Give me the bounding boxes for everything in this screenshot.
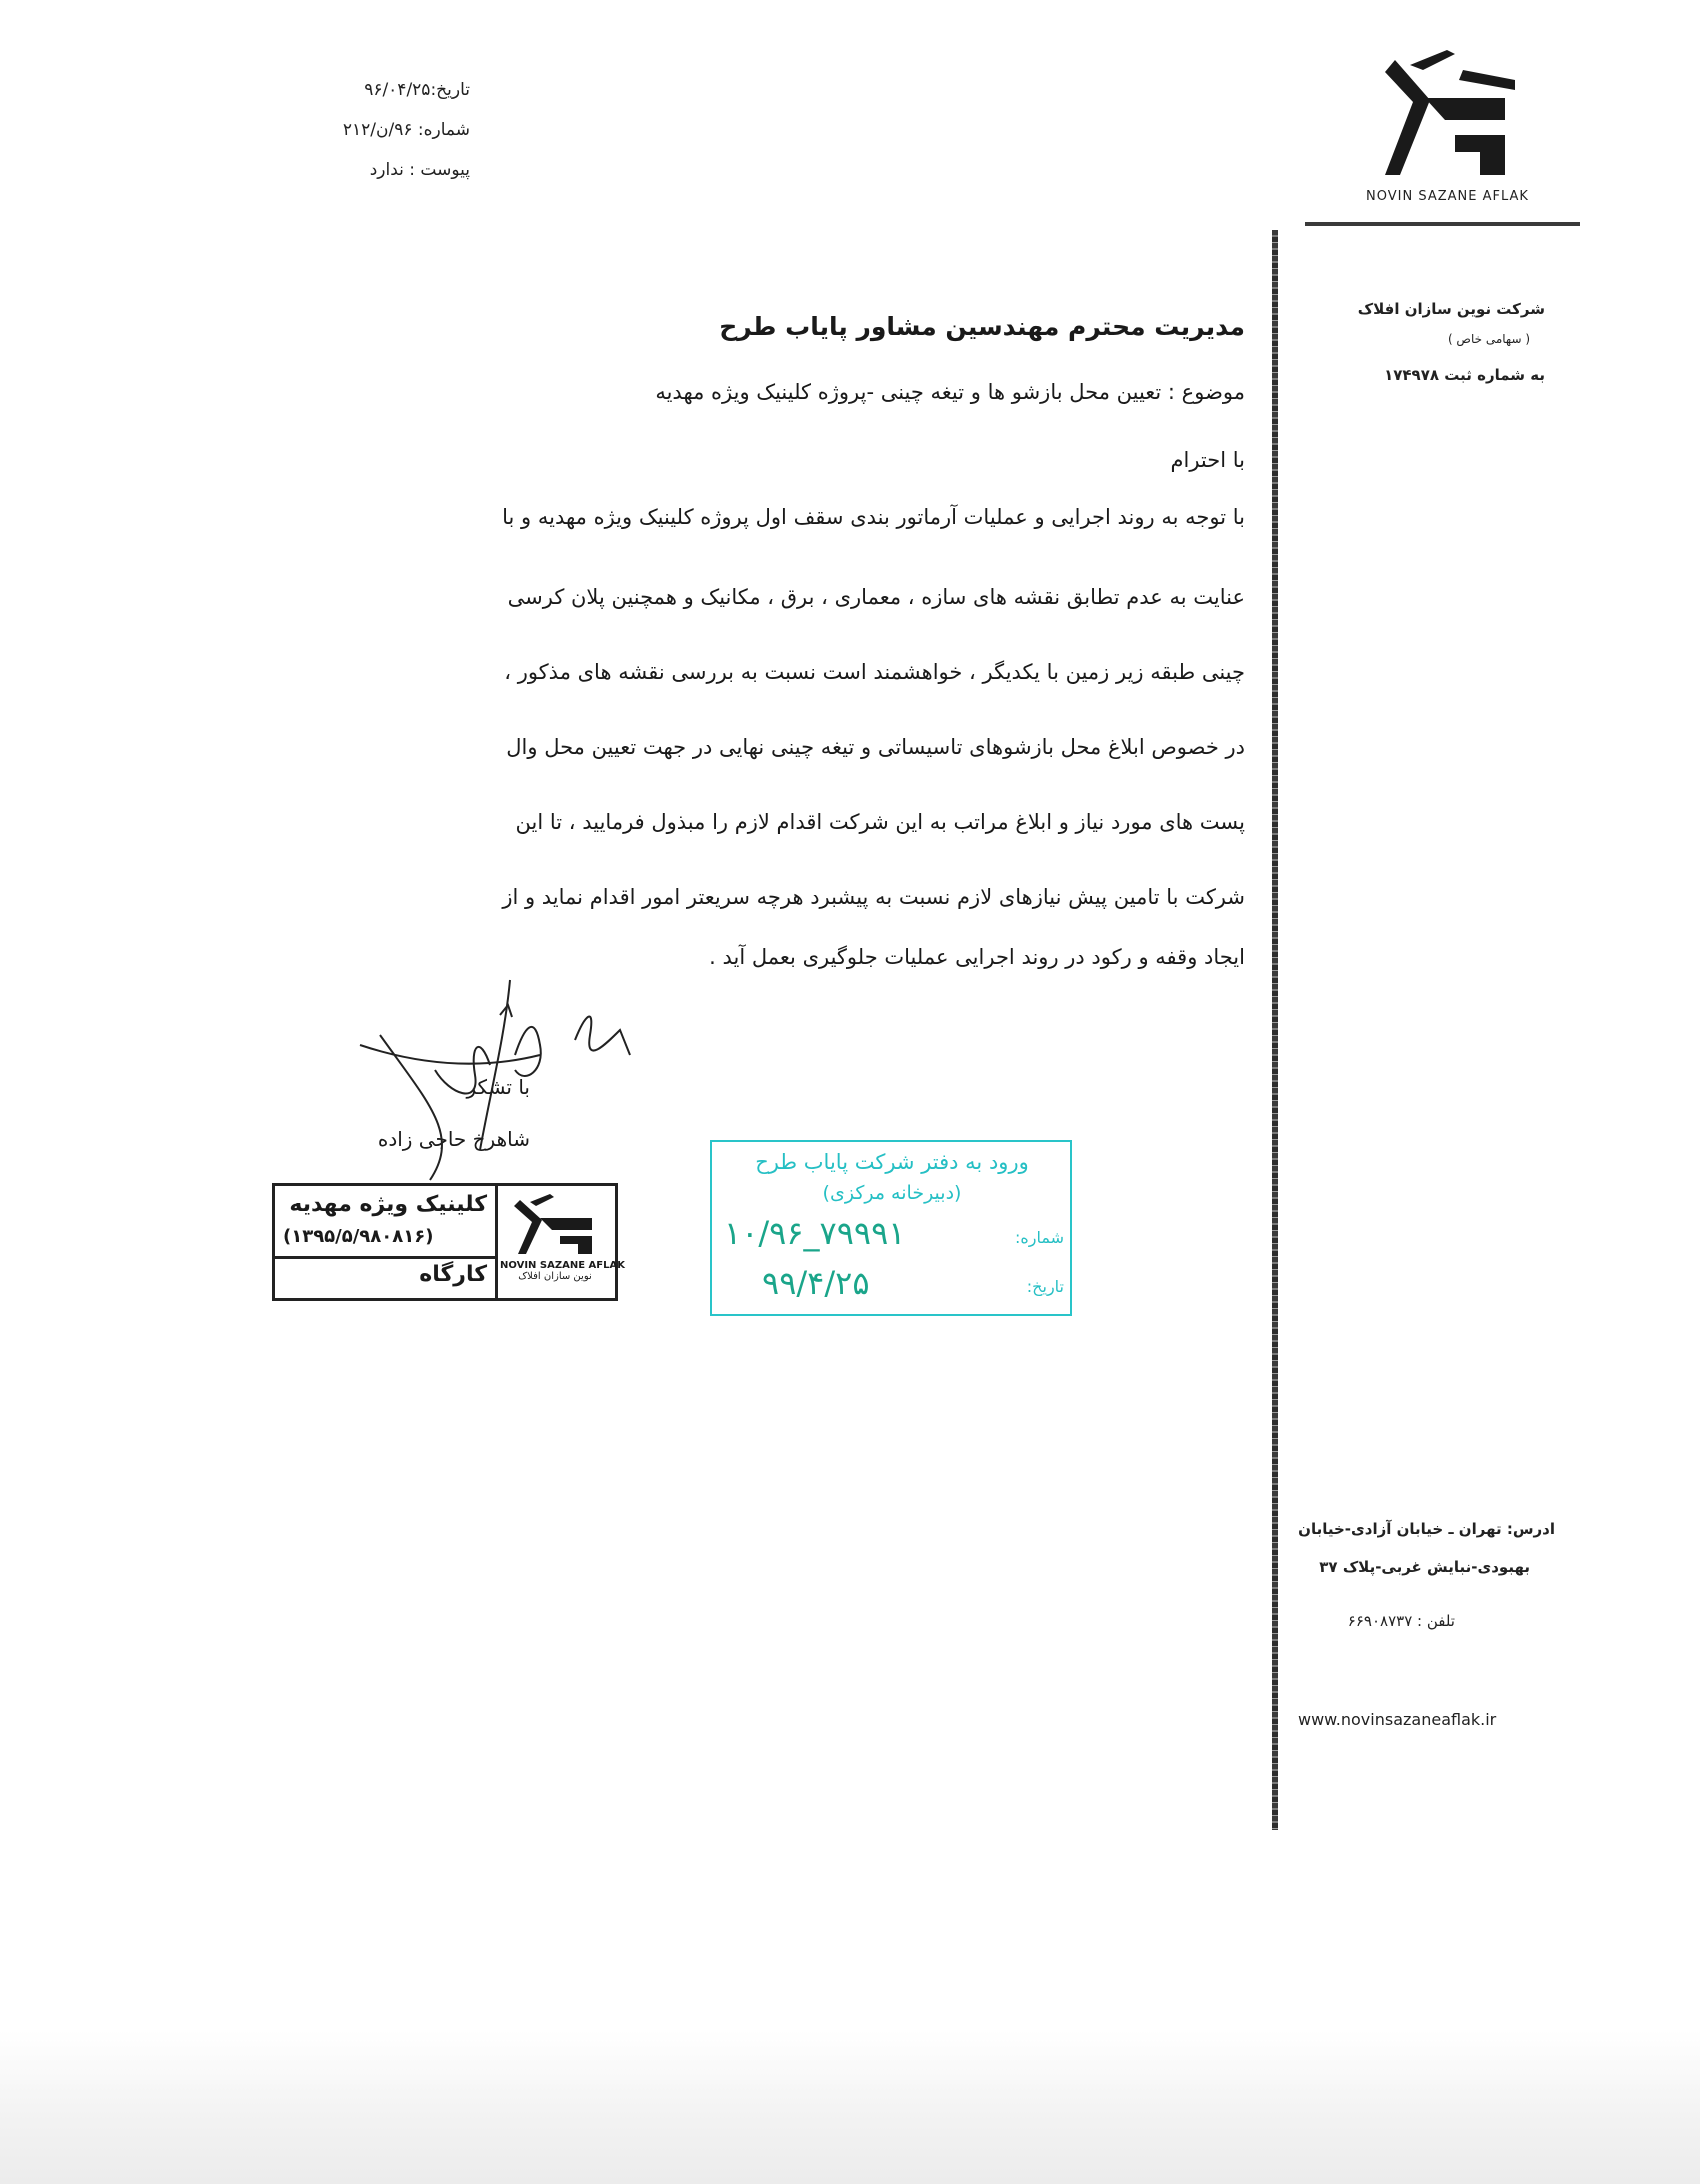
company-logo	[1355, 40, 1540, 210]
receipt-date-value: ۹۹/۴/۲۵	[762, 1264, 870, 1302]
receipt-stamp	[710, 1140, 1072, 1316]
stamp-text-block	[275, 1186, 498, 1298]
stamp-site: کارگاه	[419, 1262, 487, 1287]
receipt-date-label: تاریخ:	[1026, 1277, 1064, 1296]
sidebar-registration: به شماره ثبت ۱۷۴۹۷۸	[1384, 366, 1545, 384]
header-rule	[1305, 222, 1580, 226]
body-line: چینی طبقه زیر زمین با یکدیگر ، خواهشمند است نسبت به بررسی نقشه های مذکور ،	[504, 660, 1245, 684]
attachment-label: پیوست :	[409, 160, 470, 180]
company-stamp	[272, 1183, 625, 1301]
margin-rule	[1272, 230, 1278, 1830]
scan-shadow	[0, 2030, 1700, 2184]
stamp-code: (۱۳۹۵/۵/۹۸۰۸۱۶)	[283, 1226, 434, 1247]
body-line: شرکت با تامین پیش نیازهای لازم نسبت به پیشبرد هرچه سریعتر امور اقدام نماید و از	[502, 885, 1245, 909]
logo-mark-icon	[1355, 40, 1540, 185]
stamp-title: کلینیک ویژه مهدیه	[289, 1192, 487, 1217]
body-line: عنایت به عدم تطابق نقشه های سازه ، معماری ، برق ، مکانیک و همچنین پلان کرسی	[507, 585, 1245, 609]
number-value: ۹۶/ن/۲۱۲	[342, 120, 413, 140]
receipt-subtitle: (دبیرخانه مرکزی)	[822, 1182, 962, 1204]
logo-caption: NOVIN SAZANE AFLAK	[1366, 189, 1529, 204]
receipt-number-value: ۱۰/۹۶_۷۹۹۹۱	[724, 1214, 906, 1252]
number-label: شماره:	[417, 120, 470, 140]
letter-number	[300, 120, 470, 140]
letter-subject: موضوع : تعیین محل بازشو ها و تیغه چینی -پروژه کلینیک ویژه مهدیه	[655, 380, 1245, 404]
letter-signer: شاهرخ حاجی زاده	[377, 1127, 530, 1151]
body-line: در خصوص ابلاغ محل بازشوهای تاسیساتی و تیغه چینی نهایی در جهت تعیین محل وال	[506, 735, 1245, 759]
date-label: تاریخ:	[430, 80, 470, 100]
stamp-logo	[500, 1190, 625, 1294]
stamp-logo-icon	[500, 1190, 610, 1256]
letter-recipient: مدیریت محترم مهندسین مشاور پایاب طرح	[719, 312, 1245, 341]
stamp-logo-sub: نوین سازان افلاک	[518, 1271, 592, 1282]
receipt-number-label: شماره:	[1014, 1228, 1064, 1247]
sidebar-website: www.novinsazaneaflak.ir	[1298, 1710, 1497, 1729]
body-line: پست های مورد نیاز و ابلاغ مراتب به این شرکت اقدام لازم را مبذول فرمایید ، تا این	[515, 810, 1245, 834]
body-line: با توجه به روند اجرایی و عملیات آرماتور بندی سقف اول پروژه کلینیک ویژه مهدیه و با	[502, 505, 1245, 529]
attachment-value: ندارد	[369, 160, 404, 180]
date-value: ۹۶/۰۴/۲۵	[364, 80, 431, 100]
letter-salutation: با احترام	[1170, 448, 1245, 472]
sidebar-company-type: ( سهامی خاص )	[1447, 332, 1530, 346]
body-line: ایجاد وقفه و رکود در روند اجرایی عملیات جلوگیری بعمل آید .	[709, 945, 1245, 969]
receipt-title: ورود به دفتر شرکت پایاب طرح	[755, 1150, 1029, 1174]
letter-attachment	[300, 160, 470, 180]
sidebar-company: شرکت نوین سازان افلاک	[1357, 300, 1545, 318]
stamp-logo-caption: NOVIN SAZANE AFLAK	[500, 1260, 625, 1271]
sidebar-phone: تلفن : ۶۶۹۰۸۷۳۷	[1347, 1612, 1455, 1630]
sidebar-address-1: ادرس: تهران ـ خیابان آزادی-خیابان	[1298, 1520, 1555, 1538]
handwritten-signature	[340, 975, 660, 1185]
sidebar-address-2: بهبودی-نبایش غربی-پلاک ۳۷	[1319, 1558, 1530, 1576]
stamp-divider	[275, 1256, 495, 1259]
letter-date	[300, 80, 470, 100]
letter-closing: با تشکر	[466, 1075, 530, 1099]
